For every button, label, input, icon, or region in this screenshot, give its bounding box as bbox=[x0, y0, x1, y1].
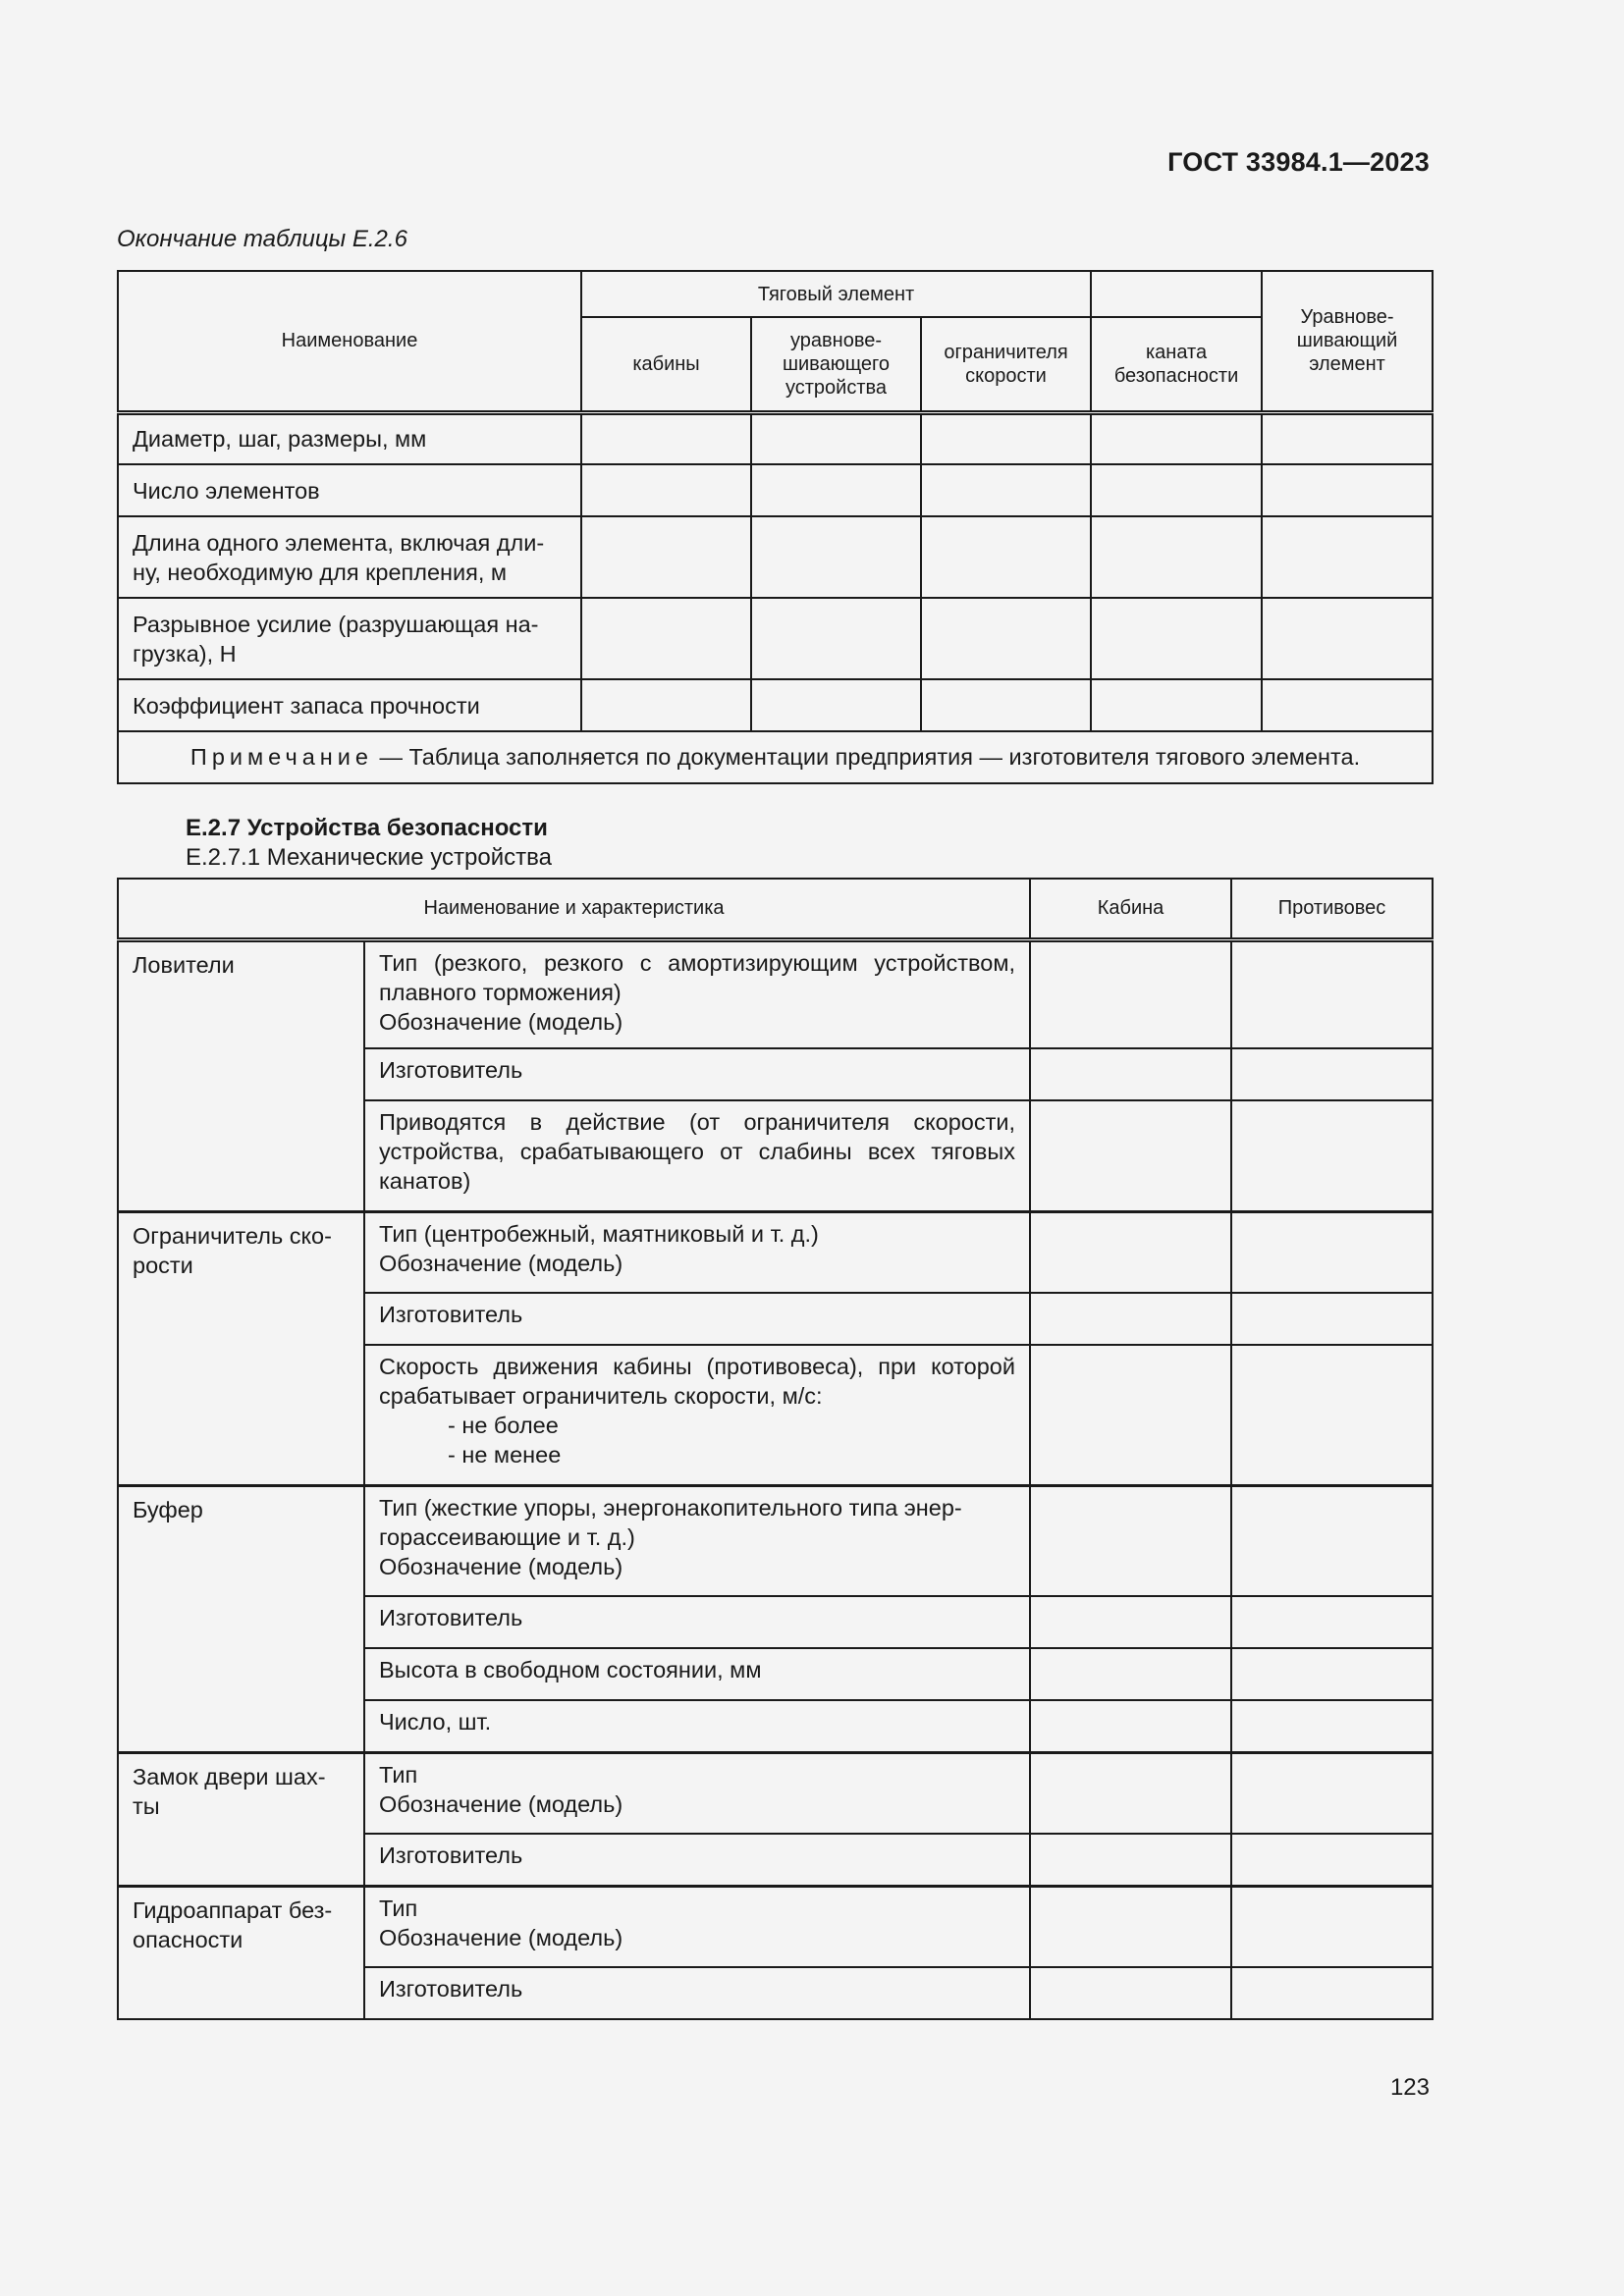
cell bbox=[751, 598, 921, 679]
buffer-count: Число, шт. bbox=[364, 1700, 1030, 1752]
cell bbox=[751, 516, 921, 598]
header-speed-limiter: ограничителя скорости bbox=[921, 317, 1091, 412]
cell bbox=[1091, 679, 1262, 731]
limiter-type bbox=[364, 1211, 1030, 1293]
row-label-diameter: Диаметр, шаг, размеры, мм bbox=[118, 412, 581, 464]
traction-elements-table bbox=[117, 270, 1434, 784]
buffer-manufacturer: Изготовитель bbox=[364, 1596, 1030, 1648]
header-balancing-device: уравнове- шивающего устройства bbox=[751, 317, 921, 412]
hydro-type-text: Тип bbox=[379, 1895, 418, 1921]
group-shaft-door-lock: Замок двери шах- ты bbox=[118, 1752, 364, 1886]
cell bbox=[1030, 1293, 1231, 1345]
cell bbox=[1231, 1485, 1433, 1596]
cell bbox=[1262, 679, 1433, 731]
cell bbox=[751, 464, 921, 516]
header-safety-rope: каната безопасности bbox=[1091, 317, 1262, 412]
cell bbox=[1231, 1345, 1433, 1485]
section-subtitle: Е.2.7.1 Механические устройства bbox=[186, 844, 552, 871]
cell bbox=[1030, 1345, 1231, 1485]
catchers-manufacturer: Изготовитель bbox=[364, 1048, 1030, 1100]
note-label: Примечание bbox=[189, 744, 373, 770]
cell bbox=[1262, 516, 1433, 598]
safety-devices-table bbox=[117, 878, 1434, 2020]
row-label-length: Длина одного элемента, включая дли- ну, необходимую для крепления, м bbox=[118, 516, 581, 598]
lock-type-text: Тип bbox=[379, 1761, 418, 1788]
cell bbox=[1030, 1700, 1231, 1752]
cell bbox=[581, 679, 751, 731]
limiter-manufacturer: Изготовитель bbox=[364, 1293, 1030, 1345]
lock-manufacturer: Изготовитель bbox=[364, 1834, 1030, 1886]
cell bbox=[921, 598, 1091, 679]
row-label-count: Число элементов bbox=[118, 464, 581, 516]
catchers-type-text: Тип (резкого, резкого с амортизирующим устройством, плавного торможения) bbox=[379, 949, 1016, 1005]
page-number: 123 bbox=[1389, 2074, 1430, 2101]
catchers-activation: Приводятся в действие (от ограничителя скорости, устройства, срабатывающего от слабины всех тяговых канатов) bbox=[364, 1100, 1030, 1211]
cell bbox=[581, 464, 751, 516]
cell bbox=[1091, 516, 1262, 598]
table-note bbox=[118, 731, 1433, 783]
cell bbox=[1231, 1293, 1433, 1345]
cell bbox=[1231, 1100, 1433, 1211]
cell bbox=[1030, 1048, 1231, 1100]
cell bbox=[1231, 1700, 1433, 1752]
cell bbox=[921, 516, 1091, 598]
group-buffer: Буфер bbox=[118, 1485, 364, 1752]
cell bbox=[1262, 598, 1433, 679]
cell bbox=[1030, 1648, 1231, 1700]
header-counterweight: Противовес bbox=[1231, 879, 1433, 939]
buffer-type-text: Тип (жесткие упоры, энергонакопительного типа энер- горассеивающие и т. д.) bbox=[379, 1494, 962, 1550]
limiter-speed-min: - не менее bbox=[448, 1442, 562, 1468]
cell bbox=[921, 679, 1091, 731]
cell bbox=[1091, 598, 1262, 679]
cell bbox=[581, 412, 751, 464]
cell bbox=[1231, 1886, 1433, 1967]
group-hydraulic-safety: Гидроаппарат без- опасности bbox=[118, 1886, 364, 2019]
limiter-model-text: Обозначение (модель) bbox=[379, 1250, 623, 1276]
row-label-breaking-force: Разрывное усилие (разрушающая на- грузка), Н bbox=[118, 598, 581, 679]
hydro-model-text: Обозначение (модель) bbox=[379, 1924, 623, 1950]
hydro-type bbox=[364, 1886, 1030, 1967]
cell bbox=[1231, 1048, 1433, 1100]
cell bbox=[751, 679, 921, 731]
header-traction-element: Тяговый элемент bbox=[581, 271, 1091, 317]
cell bbox=[581, 598, 751, 679]
catchers-model-text: Обозначение (модель) bbox=[379, 1008, 623, 1035]
cell bbox=[1231, 939, 1433, 1048]
header-empty bbox=[1091, 271, 1262, 317]
cell bbox=[1231, 1967, 1433, 2019]
cell bbox=[1030, 1967, 1231, 2019]
limiter-speed bbox=[364, 1345, 1030, 1485]
limiter-speed-text: Скорость движения кабины (противовеса), при которой срабатывает ограничитель скорости, м/с: bbox=[379, 1354, 1016, 1409]
table-caption: Окончание таблицы Е.2.6 bbox=[117, 226, 407, 252]
cell bbox=[1262, 464, 1433, 516]
group-speed-limiter: Ограничитель ско- рости bbox=[118, 1211, 364, 1485]
note-text: — Таблица заполняется по документации предприятия — изготовителя тягового элемента. bbox=[372, 744, 1361, 770]
cell bbox=[1091, 464, 1262, 516]
header-cabin: кабины bbox=[581, 317, 751, 412]
cell bbox=[1030, 1211, 1231, 1293]
header-name-characteristic: Наименование и характеристика bbox=[118, 879, 1030, 939]
cell bbox=[1030, 1886, 1231, 1967]
cell bbox=[1030, 1485, 1231, 1596]
header-name: Наименование bbox=[118, 271, 581, 412]
cell bbox=[921, 464, 1091, 516]
cell bbox=[1091, 412, 1262, 464]
cell bbox=[1231, 1752, 1433, 1834]
limiter-type-text: Тип (центробежный, маятниковый и т. д.) bbox=[379, 1220, 819, 1247]
lock-model-text: Обозначение (модель) bbox=[379, 1790, 623, 1817]
cell bbox=[1231, 1834, 1433, 1886]
limiter-speed-max: - не более bbox=[448, 1413, 559, 1438]
group-catchers: Ловители bbox=[118, 939, 364, 1211]
buffer-type bbox=[364, 1485, 1030, 1596]
catchers-type bbox=[364, 939, 1030, 1048]
header-cabin: Кабина bbox=[1030, 879, 1231, 939]
cell bbox=[751, 412, 921, 464]
cell bbox=[921, 412, 1091, 464]
cell bbox=[1231, 1648, 1433, 1700]
buffer-model-text: Обозначение (модель) bbox=[379, 1553, 623, 1579]
cell bbox=[1030, 1834, 1231, 1886]
cell bbox=[1030, 1752, 1231, 1834]
header-balancing-element: Уравнове- шивающий элемент bbox=[1262, 271, 1433, 412]
section-title: Е.2.7 Устройства безопасности bbox=[186, 815, 548, 841]
cell bbox=[1030, 1100, 1231, 1211]
hydro-manufacturer: Изготовитель bbox=[364, 1967, 1030, 2019]
buffer-height: Высота в свободном состоянии, мм bbox=[364, 1648, 1030, 1700]
cell bbox=[1030, 939, 1231, 1048]
standard-header: ГОСТ 33984.1—2023 bbox=[1167, 147, 1430, 177]
lock-type bbox=[364, 1752, 1030, 1834]
cell bbox=[581, 516, 751, 598]
cell bbox=[1231, 1596, 1433, 1648]
cell bbox=[1231, 1211, 1433, 1293]
cell bbox=[1262, 412, 1433, 464]
cell bbox=[1030, 1596, 1231, 1648]
row-label-safety-factor: Коэффициент запаса прочности bbox=[118, 679, 581, 731]
